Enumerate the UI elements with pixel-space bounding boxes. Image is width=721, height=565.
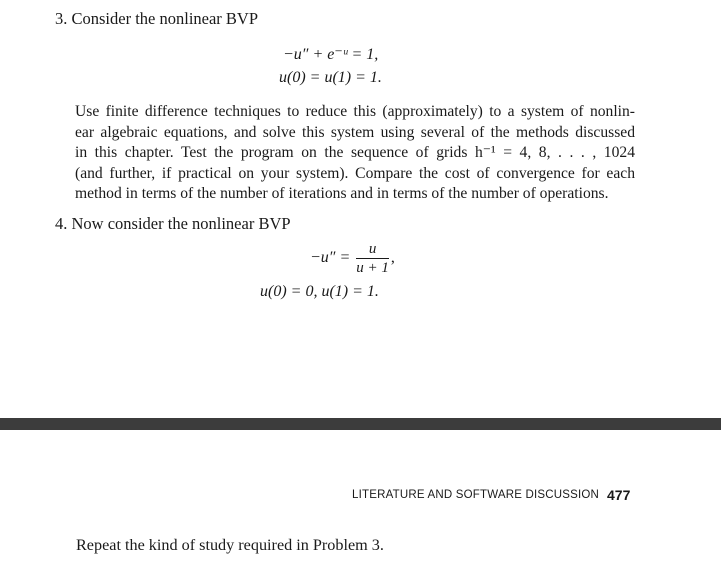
problem-4-equation-1 bbox=[310, 240, 395, 277]
problem-3-title: Consider the nonlinear BVP bbox=[71, 9, 259, 28]
paragraph-line: (and further, if practical on your system). Compare the cost of convergence for each bbox=[75, 164, 635, 182]
problem-4-equation-2: u(0) = 0, u(1) = 1. bbox=[260, 283, 379, 300]
running-header: LITERATURE AND SOFTWARE DISCUSSION bbox=[352, 489, 600, 501]
problem-4-heading bbox=[55, 214, 291, 234]
fraction bbox=[356, 240, 389, 277]
page-number: 477 bbox=[607, 487, 631, 503]
equation-tail: , bbox=[390, 249, 395, 267]
problem-4-title: Now consider the nonlinear BVP bbox=[71, 214, 291, 233]
paragraph-line: Use finite difference techniques to reduce this (approximately) to a system of nonlin- bbox=[75, 103, 635, 120]
paragraph-line: ear algebraic equations, and solve this system using several of the methods discussed bbox=[75, 123, 635, 141]
problem-3-paragraph bbox=[75, 102, 635, 205]
problem-3-equation-1: −u″ + e⁻ᵘ = 1, bbox=[283, 46, 379, 63]
fraction-numerator: u bbox=[368, 241, 377, 257]
problem-3-number: 3. bbox=[55, 9, 68, 28]
problem-4-continuation: Repeat the kind of study required in Problem 3. bbox=[76, 536, 384, 554]
fraction-denominator: u + 1 bbox=[356, 260, 389, 276]
paragraph-line: in this chapter. Test the program on the sequence of grids h⁻¹ = 4, 8, . . . , 1024 bbox=[75, 144, 635, 161]
problem-4-number: 4. bbox=[55, 214, 68, 233]
equation-lhs: −u″ = bbox=[310, 249, 351, 267]
paragraph-line: method in terms of the number of iterations and in terms of the number of operations. bbox=[75, 185, 609, 202]
problem-3-equation-2: u(0) = u(1) = 1. bbox=[279, 69, 382, 86]
problem-3-heading bbox=[55, 9, 258, 29]
page-divider bbox=[0, 418, 721, 430]
